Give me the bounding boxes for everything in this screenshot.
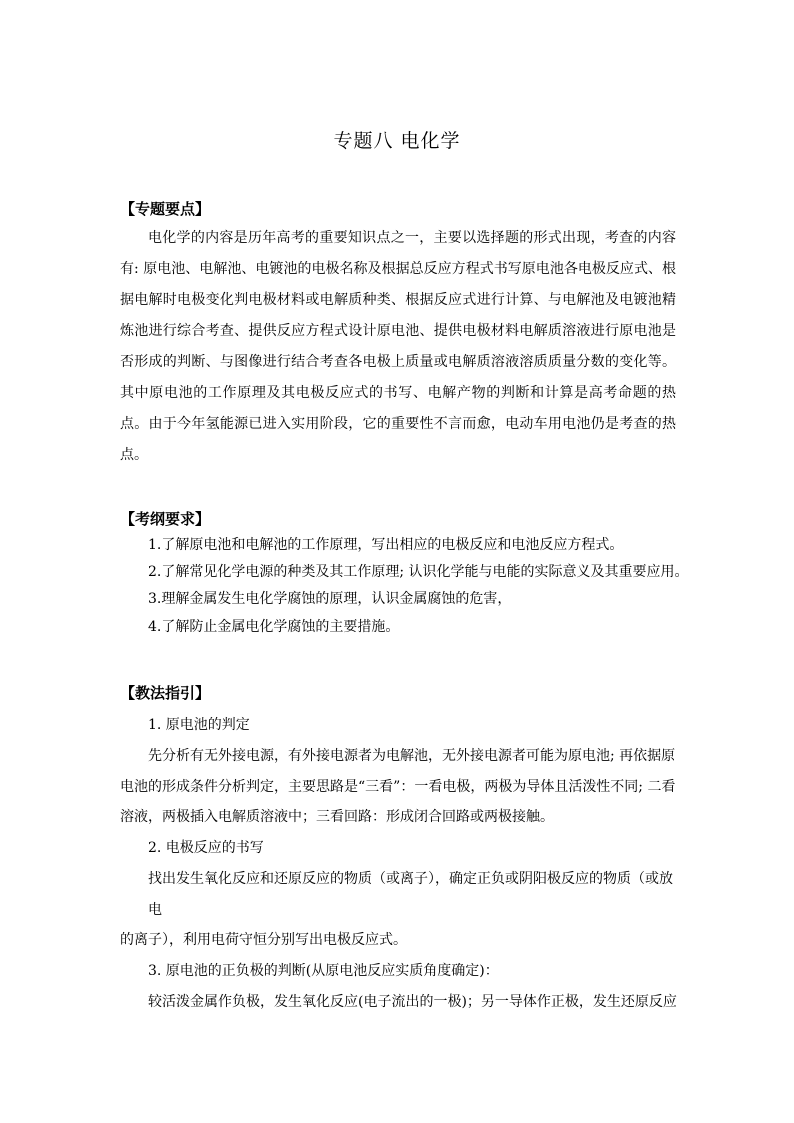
teaching-para-3-line-1: 较活泼金属作负极，发生氧化反应(电子流出的一极)；另一导体作正极，发生还原反应 [148,994,677,1010]
teaching-subtitle-2: 2. 电极反应的书写 [148,840,264,856]
teaching-para-1-line-3: 溶液，两极插入电解质溶液中；三看回路：形成闭合回路或两极接触。 [120,809,554,825]
key-points-paragraph: 电化学的内容是历年高考的重要知识点之一，主要以选择题的形式出现，考查的内容有: 原电池、电解池、电镀池的电极名称及根据总反应方程式书写原电池各电极反应式、根据电解时电极变化判电极材料或电解质种类、根据反应式进行计算、与电解池及电镀池精炼池进行综合考查、提供反应方程式设计原电池、提供电极材料电解质溶液进行原电池是否形成的判断、与图像进行结合考查各电极上质量或电解质溶液溶质质量分数的变化等。其中原电池的工作原理及其电极反应式的书写、电解产物的判断和计算是高考命题的热点。由于今年氢能源已进入实用阶段，它的重要性不言而愈，电动车用电池仍是考查的热点。 [120,230,676,463]
section-heading-requirements: 【考纲要求】 [120,510,211,528]
section-heading-key-points: 【专题要点】 [120,200,211,218]
document-title: 专题八 电化学 [333,130,461,152]
teaching-subtitle-3: 3. 原电池的正负极的判断(从原电池反应实质角度确定)： [148,963,499,979]
requirement-item-2: 2.了解常见化学电源的种类及其工作原理; 认识化学能与电能的实际意义及其重要应用。 [148,564,689,580]
requirement-item-3: 3.理解金属发生电化学腐蚀的原理，认识金属腐蚀的危害， [148,591,512,607]
requirement-item-4: 4.了解防止金属电化学腐蚀的主要措施。 [148,619,400,635]
section-heading-teaching: 【教法指引】 [120,684,211,702]
teaching-subtitle-1: 1. 原电池的判定 [148,717,250,733]
teaching-para-2-line-1: 找出发生氧化反应和还原反应的物质（或离子），确定正负或阴阳极反应的物质（或放 [148,871,673,887]
teaching-para-2-line-3: 的离子），利用电荷守恒分别写出电极反应式。 [120,932,407,948]
teaching-para-1-line-2: 电池的形成条件分析判定，主要思路是“三看”：一看电极，两极为导体且活泼性不同; 二看 [120,779,676,795]
teaching-para-2-line-2: 电 [148,902,162,918]
teaching-para-1-line-1: 先分析有无外接电源，有外接电源者为电解池，无外接电源者可能为原电池; 再依据原 [148,748,676,764]
requirement-item-1: 1.了解原电池和电解池的工作原理，写出相应的电极反应和电池反应方程式。 [148,537,624,553]
